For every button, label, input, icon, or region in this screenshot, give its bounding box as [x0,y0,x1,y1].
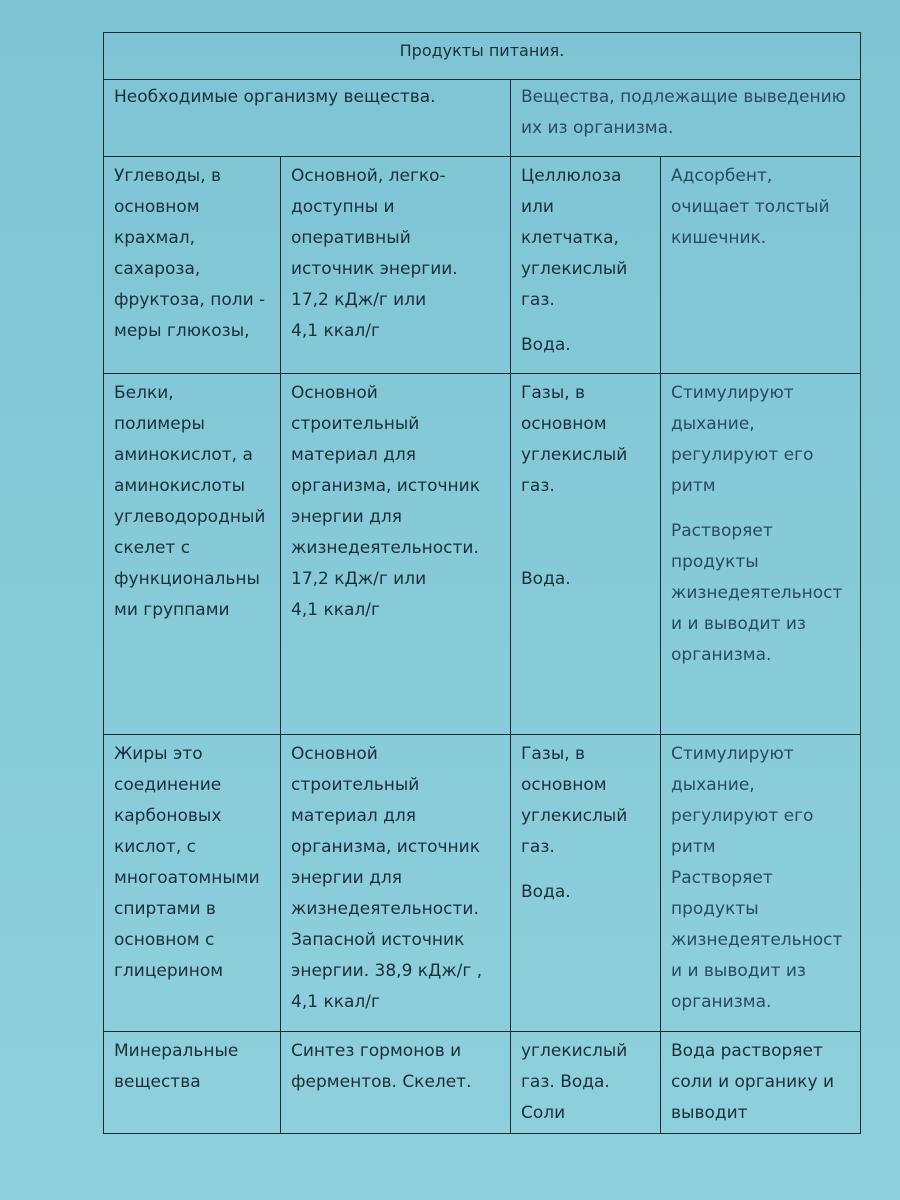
cell-effect: Вода растворяет соли и органику и выводит [661,1032,861,1134]
nutrition-table [103,32,861,1134]
cell-role: Синтез гормонов и ферментов. Скелет. [281,1032,511,1134]
cell-effect: Адсорбент, очищает толстый кишечник. [661,157,861,374]
cell-substance: Жиры это соединение карбоновых кислот, с многоатомными спиртами в основном с глицерином [104,735,281,1032]
cell-role: Основной строительный материал для организма, источник энергии для жизнедеятельности. 17,2 кДж/г или 4,1 ккал/г [281,374,511,735]
cell-effect: Стимулируют дыхание, регулируют его ритм Растворяет продукты жизнедеятельност и и выводит из организма. [661,374,861,735]
cell-excreted: углекислый газ. Вода. Соли [511,1032,661,1134]
cell-role: Основной строительный материал для организма, источник энергии для жизнедеятельности. Запасной источник энергии. 38,9 кДж/г , 4,1 ккал/г [281,735,511,1032]
header-excreted-substances: Вещества, подлежащие выведению их из организма. [511,80,861,157]
table-row [104,1032,861,1134]
header-required-substances: Необходимые организму вещества. [104,80,511,157]
cell-excreted: Газы, в основном углекислый газ. Вода. [511,735,661,1032]
cell-excreted: Газы, в основном углекислый газ. Вода. [511,374,661,735]
table-row [104,735,861,1032]
cell-role: Основной, легко- доступны и оперативный источник энергии. 17,2 кДж/г или 4,1 ккал/г [281,157,511,374]
table-title: Продукты питания. [104,33,861,80]
cell-excreted: Целлюлоза или клетчатка, углекислый газ. Вода. [511,157,661,374]
cell-substance: Углеводы, в основном крахмал, сахароза, фруктоза, поли - меры глюкозы, [104,157,281,374]
table-row [104,157,861,374]
cell-substance: Белки, полимеры аминокислот, а аминокислоты углеводородный скелет с функциональны ми группами [104,374,281,735]
cell-substance: Минеральные вещества [104,1032,281,1134]
table-row [104,374,861,735]
cell-effect: Стимулируют дыхание, регулируют его ритм Растворяет продукты жизнедеятельност и и выводит из организма. [661,735,861,1032]
